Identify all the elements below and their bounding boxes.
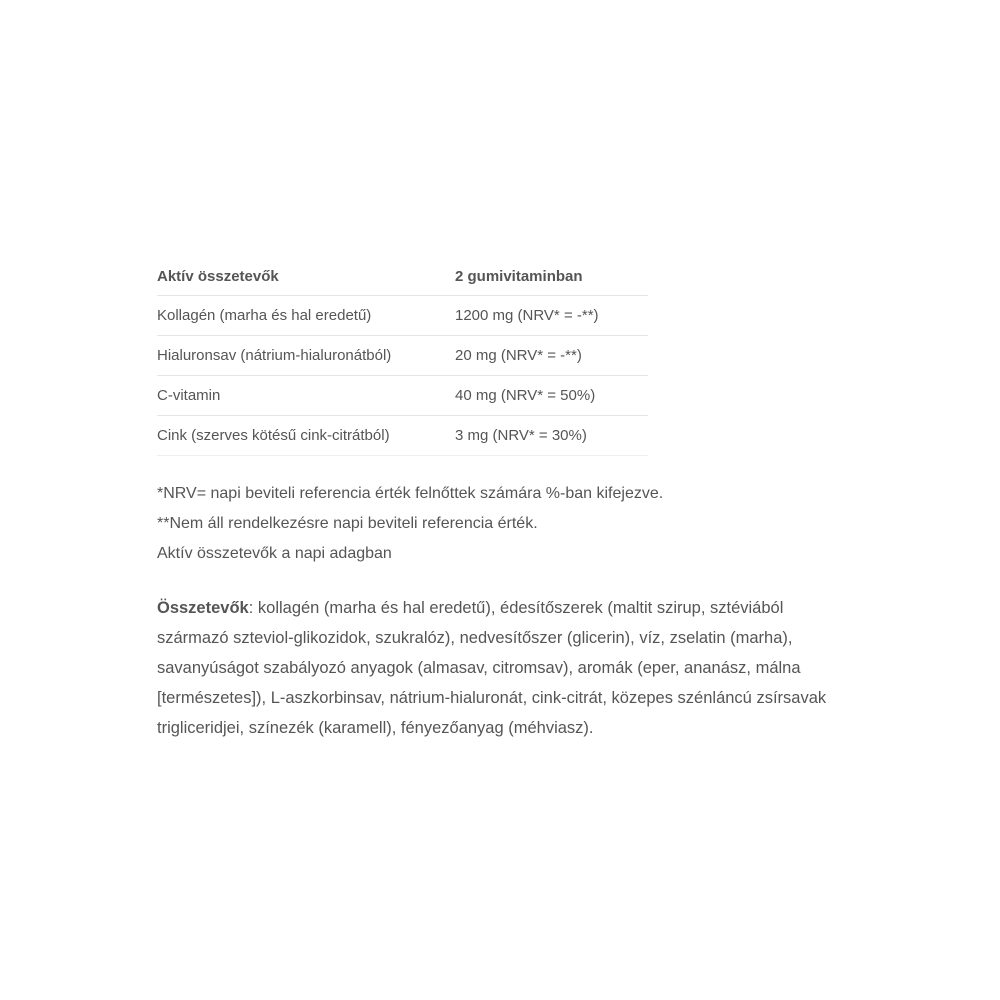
daily-dose-note: Aktív összetevők a napi adagban: [157, 545, 392, 562]
nrv-footnote: *NRV= napi beviteli referencia érték felnőttek számára %-ban kifejezve.: [157, 485, 664, 502]
row-ingredient-amount: 1200 mg (NRV* = -**): [455, 296, 648, 336]
header-amount: 2 gumivitaminban: [455, 258, 648, 296]
product-info: [157, 258, 857, 743]
row-ingredient-name: Kollagén (marha és hal eredetű): [157, 296, 455, 336]
no-nrv-footnote: **Nem áll rendelkezésre napi beviteli referencia érték.: [157, 515, 538, 532]
table-header-row: [157, 258, 648, 296]
active-ingredients-table: [157, 258, 648, 456]
row-ingredient-name: Hialuronsav (nátrium-hialuronátból): [157, 336, 455, 376]
table-row: [157, 376, 648, 416]
table-row: [157, 296, 648, 336]
table-row: [157, 416, 648, 456]
ingredients-text: : kollagén (marha és hal eredetű), édesítőszerek (maltit szirup, sztéviából származó szteviol-glikozidok, szukralóz), nedvesítőszer (glicerin), víz, zselatin (marha), savanyúságot szabályozó anyagok (almasav, citromsav), aromák (eper, ananász, málna [természetes]), L-aszkorbinsav, nátrium-hialuronát, cink-citrát, közepes szénláncú zsírsavak trigliceridjei, színezék (karamell), fényezőanyag (méhviasz).: [157, 599, 827, 737]
row-ingredient-name: C-vitamin: [157, 376, 455, 416]
row-ingredient-amount: 20 mg (NRV* = -**): [455, 336, 648, 376]
row-ingredient-amount: 40 mg (NRV* = 50%): [455, 376, 648, 416]
ingredients-paragraph: [157, 593, 857, 743]
table-row: [157, 336, 648, 376]
footnotes: [157, 479, 857, 569]
ingredients-label: Összetevők: [157, 599, 249, 617]
row-ingredient-name: Cink (szerves kötésű cink-citrátból): [157, 416, 455, 456]
header-ingredient: Aktív összetevők: [157, 258, 455, 296]
row-ingredient-amount: 3 mg (NRV* = 30%): [455, 416, 648, 456]
